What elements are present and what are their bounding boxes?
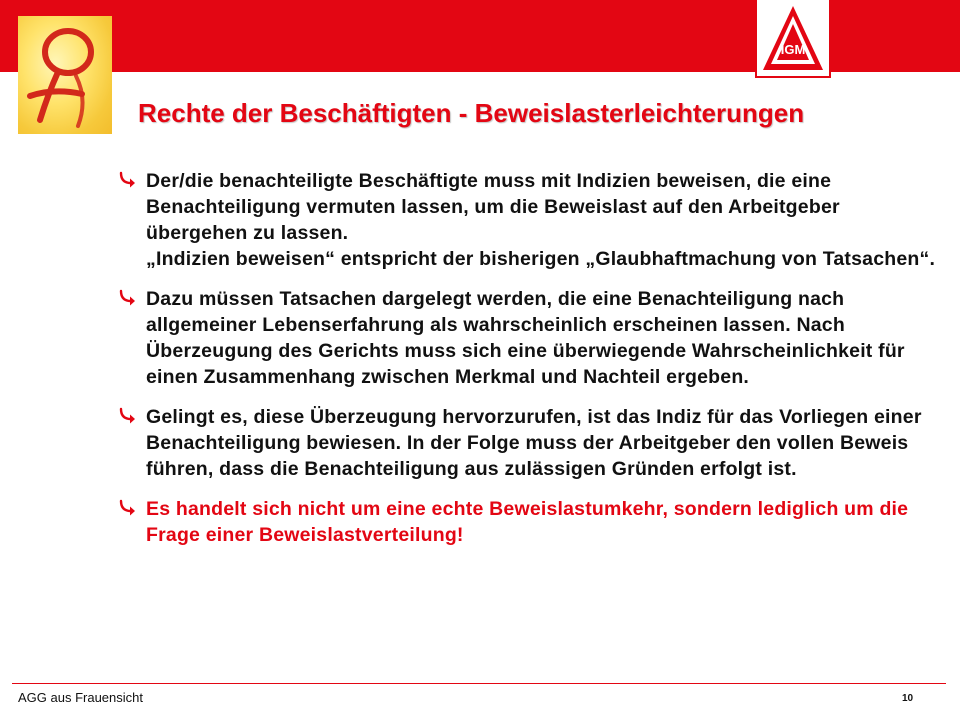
curved-arrow-icon — [118, 406, 136, 424]
bullet-item-highlight — [118, 496, 938, 548]
bullet-text — [146, 168, 938, 272]
bullet-text — [146, 496, 938, 548]
footer-divider — [12, 683, 946, 684]
bullet-paragraph: Es handelt sich nicht um eine echte Beweislastumkehr, sondern lediglich um die Frage einer Beweislastverteilung! — [146, 498, 909, 546]
bullet-paragraph: Dazu müssen Tatsachen dargelegt werden, die eine Benachteiligung nach allgemeiner Lebenserfahrung als wahrscheinlich erscheinen lassen. Nach Überzeugung des Gerichts muss sich eine überwiegende Wahrscheinlichkeit für einen Zusammenhang zwischen Merkmal und Nachteil ergeben. — [146, 288, 905, 388]
ig-metall-logo — [755, 0, 831, 78]
bullet-paragraph: Der/die benachteiligte Beschäftigte muss mit Indizien beweisen, die eine Benachteiligung vermuten lassen, um die Beweislast auf den Arbeitgeber übergehen zu lassen. — [146, 170, 840, 244]
women-logo — [18, 16, 112, 134]
bullet-paragraph: Gelingt es, diese Überzeugung hervorzurufen, ist das Indiz für das Vorliegen einer Benachteiligung bewiesen. In der Folge muss der Arbeitgeber den vollen Beweis führen, dass die Benachteiligung aus zulässigen Gründen erfolgt ist. — [146, 406, 922, 480]
footer-label: AGG aus Frauensicht — [18, 690, 143, 705]
bullet-paragraph: „Indizien beweisen“ entspricht der bisherigen „Glaubhaftmachung von Tatsachen“. — [146, 248, 936, 270]
female-symbol-icon — [18, 16, 112, 134]
bullet-list — [118, 168, 938, 562]
ig-logo-letters: IGM — [780, 42, 806, 57]
bullet-item — [118, 168, 938, 272]
slide-title: Rechte der Beschäftigten - Beweislasterleichterungen — [138, 98, 805, 128]
ig-metall-triangle-icon — [757, 0, 829, 76]
curved-arrow-icon — [118, 170, 136, 188]
curved-arrow-icon — [118, 288, 136, 306]
curved-arrow-icon — [118, 498, 136, 516]
page-number: 10 — [902, 693, 914, 704]
bullet-text — [146, 404, 938, 482]
bullet-item — [118, 404, 938, 482]
bullet-item — [118, 286, 938, 390]
bullet-text — [146, 286, 938, 390]
